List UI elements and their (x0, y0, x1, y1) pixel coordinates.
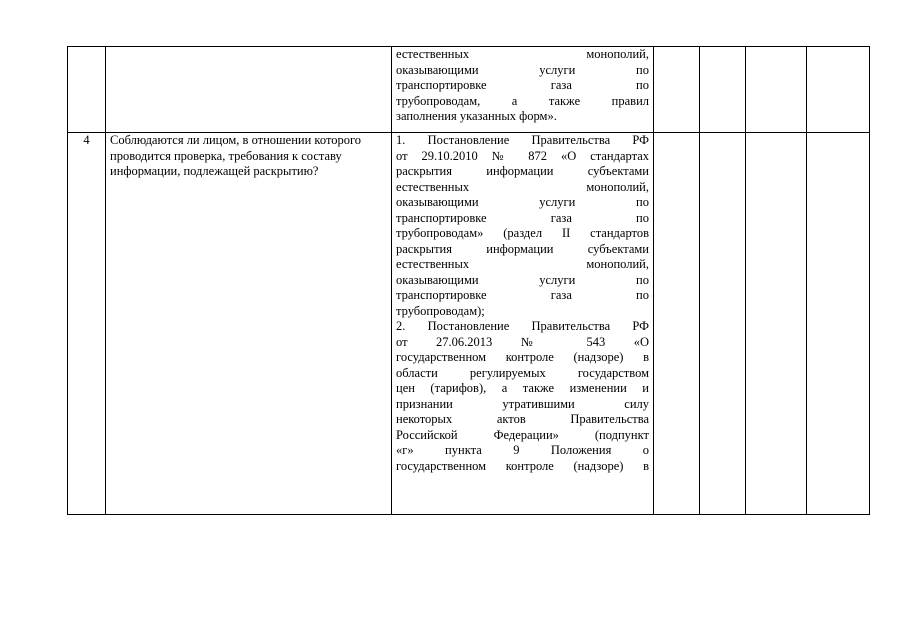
reference-line: цен (тарифов), а также изменении и (396, 381, 649, 395)
reference-line: 2. Постановление Правительства РФ (396, 319, 649, 333)
requirement-cell: Соблюдаются ли лицом, в отношении которого проводится проверка, требования к составу информации, подлежащей раскрытию? (106, 133, 392, 515)
reference-line: оказывающими услуги по (396, 62, 649, 77)
notes-cell (807, 133, 870, 515)
reference-line: государственном контроле (надзоре) в (396, 350, 649, 364)
reference-line: естественных монополий, (396, 47, 649, 61)
reference-line: трубопроводам, а также правил (396, 93, 649, 108)
reference-line: некоторых актов Правительства (396, 412, 649, 426)
reference-line: трубопроводам» (раздел II стандартов (396, 226, 649, 240)
reference-line: от 29.10.2010 № 872 «О стандартах (396, 148, 649, 163)
answer-cell-yes (654, 47, 700, 133)
answer-cell-no (700, 133, 746, 515)
requirement-cell (106, 47, 392, 133)
reference-line: естественных монополий, (396, 179, 649, 194)
reference-line: заполнения указанных форм». (396, 109, 557, 123)
answer-cell-yes (654, 133, 700, 515)
reference-line: 1. Постановление Правительства РФ (396, 133, 649, 147)
table-row (68, 133, 870, 515)
row-number-cell: 4 (68, 133, 106, 515)
answer-cell-not-applicable (746, 133, 807, 515)
reference-line: раскрытия информации субъектами (396, 241, 649, 256)
reference-line: оказывающими услуги по (396, 272, 649, 287)
reference-line: раскрытия информации субъектами (396, 164, 649, 178)
legal-reference-cell (392, 47, 654, 133)
reference-line: трубопроводам); (396, 303, 485, 318)
reference-line: транспортировке газа по (396, 210, 649, 225)
reference-line: естественных монополий, (396, 257, 649, 271)
reference-line: оказывающими услуги по (396, 195, 649, 209)
reference-line: признании утратившими силу (396, 396, 649, 411)
answer-cell-no (700, 47, 746, 133)
reference-line: области регулируемых государством (396, 365, 649, 380)
legal-reference-cell (392, 133, 654, 515)
reference-line: государственном контроле (надзоре) в (396, 458, 649, 473)
table-row (68, 47, 870, 133)
notes-cell (807, 47, 870, 133)
reference-line: Российской Федерации» (подпункт (396, 427, 649, 442)
reference-line: «г» пункта 9 Положения о (396, 443, 649, 457)
reference-line: от 27.06.2013 № 543 «О (396, 334, 649, 349)
checklist-table (67, 46, 870, 515)
row-number-cell (68, 47, 106, 133)
answer-cell-not-applicable (746, 47, 807, 133)
reference-line: транспортировке газа по (396, 78, 649, 92)
reference-line: транспортировке газа по (396, 288, 649, 302)
